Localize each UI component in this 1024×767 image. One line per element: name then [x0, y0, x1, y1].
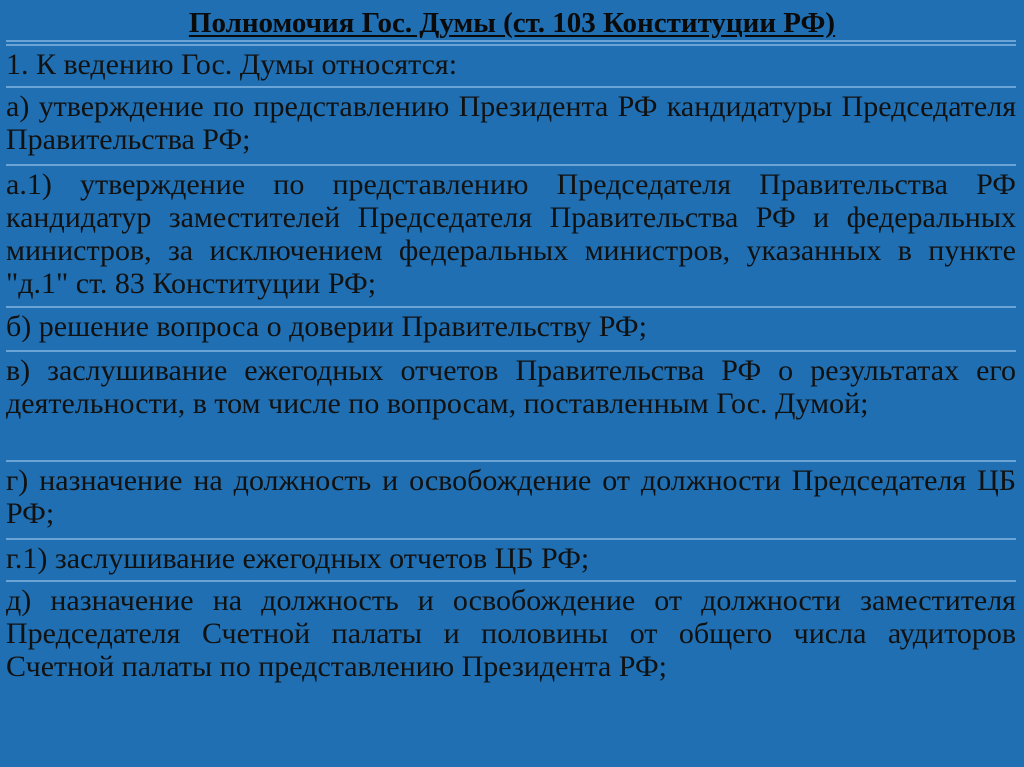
list-item-a: а) утверждение по представлению Президента РФ кандидатуры Председателя Правительства РФ; — [6, 86, 1016, 160]
slide-title: Полномочия Гос. Думы (ст. 103 Конституции РФ) — [188, 7, 836, 39]
list-item-intro: 1. К ведению Гос. Думы относятся: — [6, 44, 1016, 90]
list-item-d: д) назначение на должность и освобождение от должности заместителя Председателя Счетной палаты и половины от общего числа аудиторов Счетной палаты по представлению Президента РФ; — [6, 580, 1016, 740]
list-item-a1: а.1) утверждение по представлению Председателя Правительства РФ кандидатур заместителей Председателя Правительства РФ и федеральных министров, за исключением федеральных министров, указанных в пункте "д.1" ст. 83 Конституции РФ; — [6, 164, 1016, 304]
list-item-g: г) назначение на должность и освобождение от должности Председателя ЦБ РФ; — [6, 460, 1016, 536]
list-item-b: б) решение вопроса о доверии Правительству РФ; — [6, 306, 1016, 346]
divider — [6, 40, 1016, 42]
list-item-g1: г.1) заслушивание ежегодных отчетов ЦБ РФ; — [6, 538, 1016, 578]
list-item-v: в) заслушивание ежегодных отчетов Правительства РФ о результатах его деятельности, в том числе по вопросам, поставленным Гос. Думой; — [6, 350, 1016, 456]
